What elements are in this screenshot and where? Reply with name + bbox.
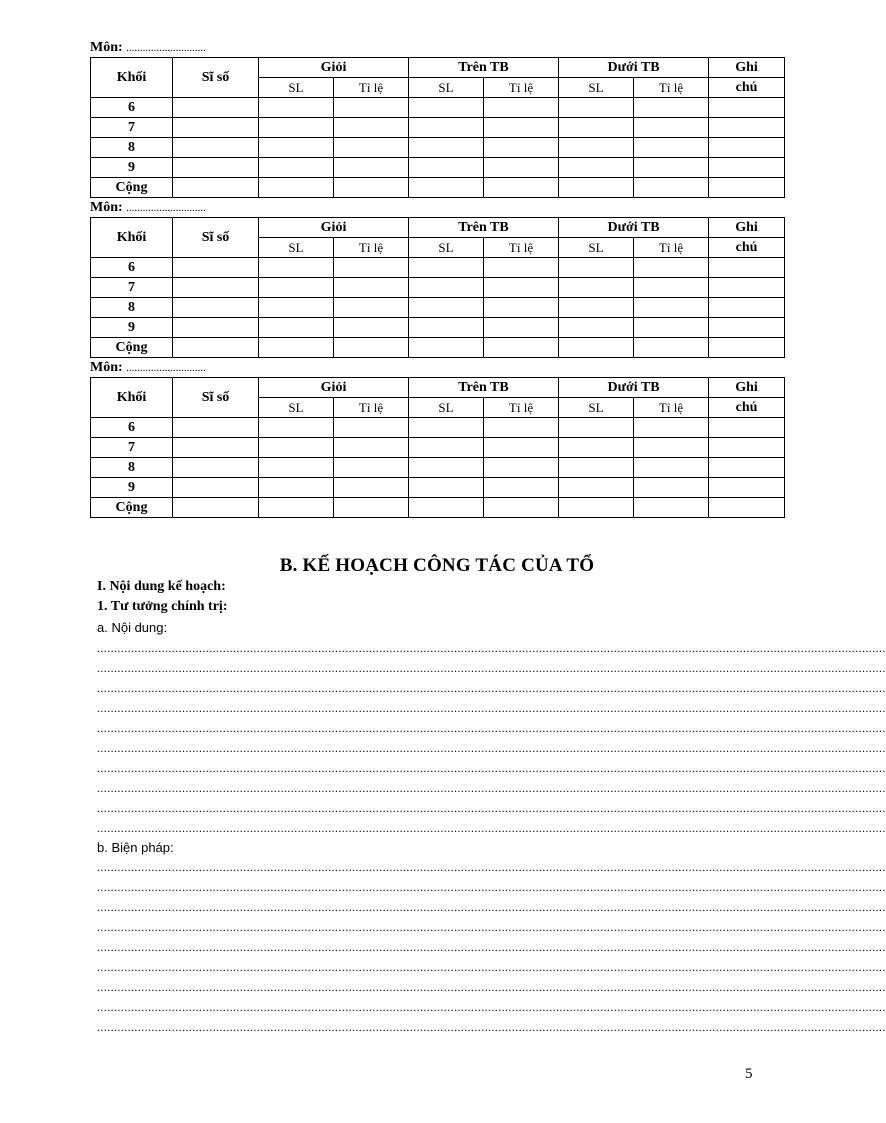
header-chu: chú — [709, 238, 785, 258]
table-cell — [634, 98, 709, 118]
table-cell — [334, 418, 409, 438]
row-label: 7 — [91, 278, 173, 298]
table-cell — [559, 318, 634, 338]
subheader-sl: SL — [409, 78, 484, 98]
row-label: 9 — [91, 158, 173, 178]
page-number: 5 — [745, 1066, 753, 1082]
row-label: 6 — [91, 258, 173, 278]
table-cell — [634, 278, 709, 298]
header-tren-tb: Trên TB — [409, 218, 559, 238]
table-cell — [409, 118, 484, 138]
table-cell — [634, 158, 709, 178]
header-tren-tb: Trên TB — [409, 58, 559, 78]
subheader-ti-le: Tỉ lệ — [484, 78, 559, 98]
noi-dung-dotted-line: ........................................................................................................................................................................................................................................ — [97, 661, 886, 675]
row-label: 7 — [91, 438, 173, 458]
table-cell — [709, 158, 785, 178]
table-cell — [259, 258, 334, 278]
table-row — [91, 478, 785, 498]
table-cell — [173, 278, 259, 298]
table-cell — [709, 338, 785, 358]
table-cell — [484, 158, 559, 178]
header-gioi: Giỏi — [259, 218, 409, 238]
table-cell — [409, 458, 484, 478]
table-cell — [484, 98, 559, 118]
noi-dung-dotted-line: ........................................................................................................................................................................................................................................ — [97, 801, 886, 815]
table-cell — [409, 258, 484, 278]
subject-label — [90, 38, 784, 57]
row-label: Cộng — [91, 338, 173, 358]
table-cell — [173, 438, 259, 458]
table-cell — [409, 498, 484, 518]
table-row — [91, 418, 785, 438]
table-cell — [259, 98, 334, 118]
table-cell — [559, 118, 634, 138]
bien-phap-dotted-line: ........................................................................................................................................................................................................................................ — [97, 860, 886, 874]
bien-phap-dotted-line: ........................................................................................................................................................................................................................................ — [97, 900, 886, 914]
table-cell — [334, 298, 409, 318]
subheader-ti-le: Tỉ lệ — [484, 398, 559, 418]
subheader-sl: SL — [559, 78, 634, 98]
table-cell — [634, 138, 709, 158]
table-cell — [259, 138, 334, 158]
noi-dung-dotted-line: ........................................................................................................................................................................................................................................ — [97, 701, 886, 715]
subject-blank: ............................. — [126, 42, 206, 54]
bien-phap-dotted-line: ........................................................................................................................................................................................................................................ — [97, 960, 886, 974]
table-cell — [709, 418, 785, 438]
subheader-sl: SL — [259, 238, 334, 258]
part-heading: I. Nội dung kế hoạch: — [97, 579, 226, 594]
table-cell — [259, 478, 334, 498]
table-cell — [634, 118, 709, 138]
table-cell — [559, 498, 634, 518]
table-cell — [484, 298, 559, 318]
table-cell — [559, 478, 634, 498]
table-cell — [559, 298, 634, 318]
table-cell — [173, 458, 259, 478]
section-title: B. KẾ HOẠCH CÔNG TÁC CỦA TỔ — [279, 555, 595, 576]
header-duoi-tb: Dưới TB — [559, 378, 709, 398]
table-cell — [173, 178, 259, 198]
table-cell — [709, 318, 785, 338]
table-cell — [409, 438, 484, 458]
table-cell — [484, 418, 559, 438]
table-cell — [259, 158, 334, 178]
table-row — [91, 458, 785, 478]
header-khoi: Khối — [91, 218, 173, 258]
table-cell — [334, 158, 409, 178]
table-cell — [484, 458, 559, 478]
table-cell — [709, 98, 785, 118]
table-cell — [259, 278, 334, 298]
table-cell — [559, 418, 634, 438]
sub-heading-noi-dung: a. Nội dung: — [97, 620, 168, 635]
grade-statistics-table — [90, 377, 785, 518]
table-cell — [559, 438, 634, 458]
table-row — [91, 278, 785, 298]
table-cell — [559, 158, 634, 178]
table-cell — [259, 318, 334, 338]
table-cell — [334, 478, 409, 498]
table-cell — [484, 318, 559, 338]
row-label: 8 — [91, 138, 173, 158]
row-label: 9 — [91, 318, 173, 338]
document-page — [90, 38, 784, 518]
row-label: 9 — [91, 478, 173, 498]
table-cell — [409, 138, 484, 158]
row-label: 7 — [91, 118, 173, 138]
table-cell — [334, 318, 409, 338]
header-row — [91, 58, 785, 78]
table-cell — [259, 178, 334, 198]
table-cell — [173, 338, 259, 358]
table-cell — [484, 338, 559, 358]
table-cell — [409, 178, 484, 198]
row-label: Cộng — [91, 498, 173, 518]
header-khoi: Khối — [91, 58, 173, 98]
header-si-so: Sĩ số — [173, 218, 259, 258]
table-cell — [259, 298, 334, 318]
table-cell — [634, 318, 709, 338]
table-cell — [334, 278, 409, 298]
sub-heading-bien-phap: b. Biện pháp: — [97, 840, 174, 855]
subject-label-text: Môn: — [90, 200, 123, 215]
subheader-sl: SL — [559, 398, 634, 418]
bien-phap-dotted-line: ........................................................................................................................................................................................................................................ — [97, 880, 886, 894]
header-row — [91, 218, 785, 238]
table-cell — [559, 338, 634, 358]
subject-label — [90, 198, 784, 217]
table-cell — [409, 418, 484, 438]
row-label: 8 — [91, 458, 173, 478]
subject-blank: ............................. — [126, 202, 206, 214]
subject-blank: ............................. — [126, 362, 206, 374]
table-cell — [259, 338, 334, 358]
table-cell — [334, 98, 409, 118]
header-gioi: Giỏi — [259, 378, 409, 398]
table-cell — [634, 478, 709, 498]
table-cell — [409, 98, 484, 118]
table-cell — [634, 258, 709, 278]
table-cell — [173, 138, 259, 158]
table-cell — [709, 178, 785, 198]
header-chu: chú — [709, 78, 785, 98]
table-cell — [334, 438, 409, 458]
table-cell — [709, 298, 785, 318]
table-cell — [709, 438, 785, 458]
table-row — [91, 118, 785, 138]
noi-dung-dotted-line: ........................................................................................................................................................................................................................................ — [97, 641, 886, 655]
table-cell — [634, 338, 709, 358]
table-cell — [709, 458, 785, 478]
subheader-ti-le: Tỉ lệ — [334, 78, 409, 98]
subject-label-text: Môn: — [90, 360, 123, 375]
row-label: 6 — [91, 98, 173, 118]
subheader-ti-le: Tỉ lệ — [334, 398, 409, 418]
table-row — [91, 158, 785, 178]
table-cell — [334, 498, 409, 518]
table-row — [91, 258, 785, 278]
bien-phap-dotted-line: ........................................................................................................................................................................................................................................ — [97, 940, 886, 954]
noi-dung-dotted-line: ........................................................................................................................................................................................................................................ — [97, 721, 886, 735]
noi-dung-dotted-line: ........................................................................................................................................................................................................................................ — [97, 741, 886, 755]
header-tren-tb: Trên TB — [409, 378, 559, 398]
table-cell — [634, 438, 709, 458]
row-label: Cộng — [91, 178, 173, 198]
noi-dung-dotted-line: ........................................................................................................................................................................................................................................ — [97, 781, 886, 795]
table-cell — [709, 278, 785, 298]
table-row — [91, 138, 785, 158]
table-cell — [634, 298, 709, 318]
subheader-sl: SL — [409, 398, 484, 418]
table-cell — [559, 138, 634, 158]
table-cell — [259, 438, 334, 458]
bien-phap-dotted-line: ........................................................................................................................................................................................................................................ — [97, 920, 886, 934]
table-cell — [559, 98, 634, 118]
header-chu: chú — [709, 398, 785, 418]
table-cell — [559, 258, 634, 278]
noi-dung-dotted-line: ........................................................................................................................................................................................................................................ — [97, 761, 886, 775]
header-duoi-tb: Dưới TB — [559, 218, 709, 238]
header-gioi: Giỏi — [259, 58, 409, 78]
table-cell — [634, 458, 709, 478]
table-cell — [409, 478, 484, 498]
table-cell — [484, 498, 559, 518]
subject-label-text: Môn: — [90, 40, 123, 55]
table-cell — [334, 458, 409, 478]
subject-label — [90, 358, 784, 377]
row-label: 6 — [91, 418, 173, 438]
header-ghi: Ghi — [709, 378, 785, 398]
table-cell — [559, 178, 634, 198]
header-si-so: Sĩ số — [173, 378, 259, 418]
table-row — [91, 298, 785, 318]
subheader-sl: SL — [259, 78, 334, 98]
table-cell — [409, 158, 484, 178]
table-row — [91, 178, 785, 198]
table-cell — [409, 278, 484, 298]
table-cell — [173, 318, 259, 338]
item-heading: 1. Tư tưởng chính trị: — [97, 599, 228, 614]
table-cell — [634, 498, 709, 518]
table-cell — [484, 258, 559, 278]
table-cell — [173, 418, 259, 438]
table-cell — [334, 138, 409, 158]
table-cell — [484, 178, 559, 198]
row-label: 8 — [91, 298, 173, 318]
table-cell — [709, 478, 785, 498]
table-cell — [709, 138, 785, 158]
subheader-ti-le: Tỉ lệ — [634, 398, 709, 418]
table-cell — [559, 278, 634, 298]
subheader-sl: SL — [559, 238, 634, 258]
table-cell — [484, 118, 559, 138]
noi-dung-dotted-line: ........................................................................................................................................................................................................................................ — [97, 821, 886, 835]
table-cell — [259, 418, 334, 438]
table-cell — [259, 118, 334, 138]
table-cell — [484, 138, 559, 158]
noi-dung-dotted-line: ........................................................................................................................................................................................................................................ — [97, 681, 886, 695]
table-cell — [334, 338, 409, 358]
table-cell — [173, 478, 259, 498]
bien-phap-dotted-line: ........................................................................................................................................................................................................................................ — [97, 1020, 886, 1034]
table-cell — [259, 458, 334, 478]
table-cell — [409, 318, 484, 338]
table-cell — [484, 438, 559, 458]
subheader-ti-le: Tỉ lệ — [634, 238, 709, 258]
table-row — [91, 498, 785, 518]
table-row — [91, 318, 785, 338]
table-cell — [173, 158, 259, 178]
table-cell — [173, 258, 259, 278]
header-row — [91, 378, 785, 398]
subheader-ti-le: Tỉ lệ — [484, 238, 559, 258]
header-si-so: Sĩ số — [173, 58, 259, 98]
header-khoi: Khối — [91, 378, 173, 418]
grade-statistics-table — [90, 57, 785, 198]
subheader-sl: SL — [409, 238, 484, 258]
table-cell — [709, 258, 785, 278]
table-cell — [634, 178, 709, 198]
bien-phap-dotted-line: ........................................................................................................................................................................................................................................ — [97, 980, 886, 994]
bien-phap-dotted-line: ........................................................................................................................................................................................................................................ — [97, 1000, 886, 1014]
table-cell — [173, 298, 259, 318]
table-cell — [409, 338, 484, 358]
table-cell — [634, 418, 709, 438]
table-row — [91, 338, 785, 358]
header-ghi: Ghi — [709, 218, 785, 238]
table-cell — [334, 178, 409, 198]
grade-statistics-table — [90, 217, 785, 358]
table-cell — [484, 278, 559, 298]
subheader-ti-le: Tỉ lệ — [634, 78, 709, 98]
subheader-sl: SL — [259, 398, 334, 418]
table-cell — [559, 458, 634, 478]
header-duoi-tb: Dưới TB — [559, 58, 709, 78]
table-cell — [484, 478, 559, 498]
table-cell — [173, 98, 259, 118]
subheader-ti-le: Tỉ lệ — [334, 238, 409, 258]
table-row — [91, 98, 785, 118]
header-ghi: Ghi — [709, 58, 785, 78]
table-cell — [709, 498, 785, 518]
table-cell — [259, 498, 334, 518]
table-cell — [173, 498, 259, 518]
table-cell — [334, 118, 409, 138]
table-cell — [334, 258, 409, 278]
table-cell — [709, 118, 785, 138]
table-cell — [173, 118, 259, 138]
table-row — [91, 438, 785, 458]
table-cell — [409, 298, 484, 318]
